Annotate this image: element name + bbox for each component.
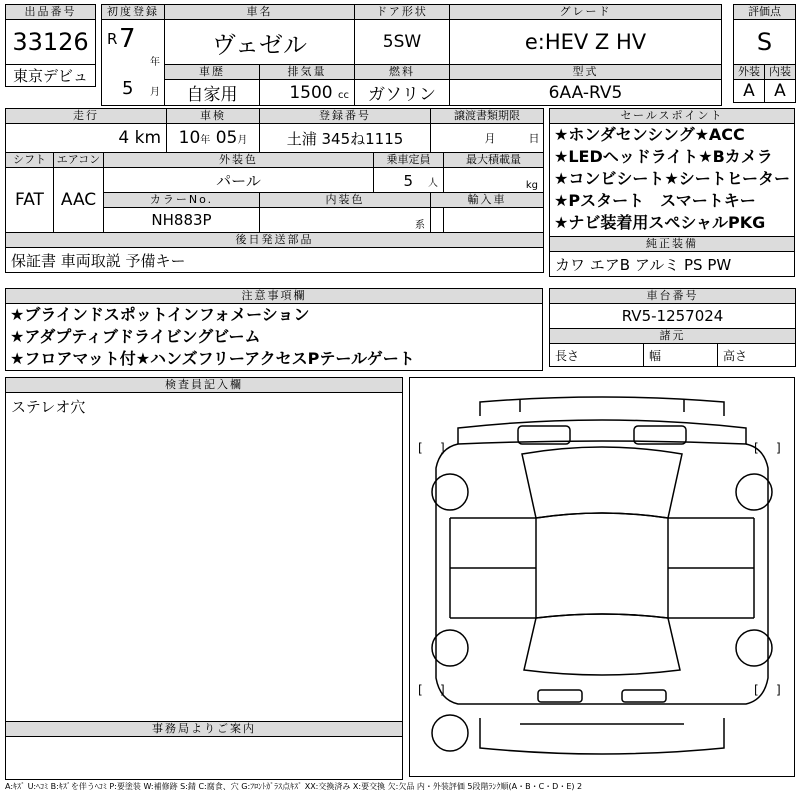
aircon-header: エアコン [54,153,104,168]
mileage-cell [6,124,167,153]
hood [458,420,746,444]
front-bumper [480,397,724,416]
selling-points-table [549,108,795,277]
selling-point-3: ★コンビシート★シートヒーター [554,169,791,188]
model-code: 6AA-RV5 [450,80,722,106]
wheel-rear-left [432,630,468,666]
shift: FAT [6,168,54,233]
front-bumper-inner [520,400,684,412]
fuel: ガソリン [355,80,450,106]
bracket-right-bottom: [ [754,683,759,697]
import-cell-b [444,208,544,233]
chassis-number: RV5-1257024 [550,304,796,329]
caution-table [5,288,543,371]
bracket-left-top: [ [418,441,423,455]
wheel-rear-right [736,630,772,666]
grade-header: グレード [450,5,722,20]
mileage-header: 走行 [6,109,167,124]
capacity-unit: 人 [428,177,439,189]
damage-legend: A:ｷｽﾞ U:ﾍｺﾐ B:ｷｽﾞを伴うﾍｺﾐ P:要塗装 W:補修跡 S:錆 C:腐食、穴 G:ﾌﾛﾝﾄｶﾞﾗｽ点ｷｽﾞ XX:交換済み X:要交換 欠:欠品 内・外装評価 5段階ﾗﾝｸ順(A・B・C・D・E) 2 [5,782,583,791]
caution-header: 注意事項欄 [6,289,543,304]
rear-window [524,614,680,675]
caution-line-1: ★ブラインドスポットインフォメーション [10,305,310,324]
grade: e:HEV Z HV [450,20,722,65]
roof [536,513,668,618]
chassis-table [549,288,796,367]
selling-point-1: ★ホンダセンシング★ACC [554,125,745,144]
lot-number-table [5,4,96,87]
late-parts: 保証書 車両取説 予備キー [6,248,544,273]
rating-table [733,4,796,103]
shift-header: シフト [6,153,54,168]
history-header: 車歴 [165,65,260,80]
wheel-front-right [736,474,772,510]
spare-wheel [432,715,468,751]
wheel-front-left [432,474,468,510]
bracket-right-bottom-close: ] [776,683,781,697]
displacement-cell [260,80,355,106]
rating-header: 評価点 [734,5,796,20]
genuine-header: 純正装備 [550,237,795,252]
dim-height: 高さ [718,344,796,367]
selling-points-cell [550,124,795,237]
max-load-header: 最大積載量 [444,153,544,168]
selling-points-header: セールスポイント [550,109,795,124]
transfer-month: 月 [484,132,496,145]
shaken-year-unit: 年 [200,135,211,146]
shaken-cell [167,124,260,153]
bracket-left-top-close: ] [440,441,445,455]
model-code-header: 型式 [450,65,722,80]
first-reg-cell [102,20,165,106]
rating-interior: A [765,80,796,103]
shaken-year: 10 [178,128,201,148]
tail-light-right [622,690,666,702]
tail-light-left [538,690,582,702]
inspector-header: 検査員記入欄 [6,378,403,393]
bracket-left-bottom: [ [418,683,423,697]
ext-color: パール [104,168,374,193]
int-color-unit: 系 [414,220,425,231]
capacity-value: 5 [403,171,414,190]
history: 自家用 [165,80,260,106]
caution-line-2: ★アダプティブドライビングビーム [10,327,261,346]
rating-overall: S [734,20,796,65]
inspector-table [5,377,403,780]
max-load-unit: kg [525,180,539,191]
dim-width: 幅 [644,344,718,367]
bracket-right-top-close: ] [776,441,781,455]
dimensions-header: 諸元 [550,329,796,344]
import-header: 輸入車 [431,193,544,208]
first-reg-year: 7 [119,24,136,54]
interior-header: 内装 [765,65,796,80]
transfer-header: 譲渡書類期限 [431,109,544,124]
reg-no: 土浦 345ね1115 [260,124,431,153]
transfer-day: 日 [528,132,540,145]
lot-number-header: 出品番号 [6,5,96,20]
inspector-note: ステレオ穴 [6,393,403,722]
mileage-value: 4 [118,128,130,148]
color-no: NH883P [104,208,260,233]
selling-point-4: ★Pスタート スマートキー [554,191,756,210]
office-cell [6,737,403,780]
max-load-cell [444,168,544,193]
vehicle-header-table [101,4,722,106]
door-header: ドア形状 [355,5,450,20]
capacity-cell [374,168,444,193]
lot-number: 33126 [6,20,96,65]
capacity-header: 乗車定員 [374,153,444,168]
car-name-header: 車名 [165,5,355,20]
reg-no-header: 登録番号 [260,109,431,124]
caution-line-3: ★フロアマット付★ハンズフリーアクセスPテールゲート [10,349,415,368]
int-color-header: 内装色 [260,193,431,208]
displacement-header: 排気量 [260,65,355,80]
first-reg-month: 5 [122,78,134,99]
fuel-header: 燃料 [355,65,450,80]
color-no-header: カラーNo. [104,193,260,208]
bracket-right-top: [ [754,441,759,455]
selling-point-5: ★ナビ装着用スペシャルPKG [554,213,766,232]
bracket-left-bottom-close: ] [440,683,445,697]
first-reg-header: 初度登録 [102,5,165,20]
chassis-header: 車台番号 [550,289,796,304]
detail-table [5,108,544,273]
ext-color-header: 外装色 [104,153,374,168]
body-outline [436,444,768,704]
genuine-equipment: カワ エアB アルミ PS PW [550,252,795,277]
caution-cell [6,304,543,371]
windshield [522,447,682,518]
dim-length: 長さ [550,344,644,367]
office-header: 事務局よりご案内 [6,722,403,737]
shaken-month-unit: 月 [237,135,248,146]
selling-point-2: ★LEDヘッドライト★Bカメラ [554,147,773,166]
transfer-cell [431,124,544,153]
shaken-header: 車検 [167,109,260,124]
rating-exterior: A [734,80,765,103]
int-color-cell [260,208,431,233]
first-reg-year-unit: 年 [150,57,160,68]
displacement-value: 1500 [289,82,333,103]
mileage-unit: km [134,128,161,148]
door-shape: 5SW [355,20,450,65]
displacement-unit: cc [338,89,349,101]
import-cell-a [431,208,444,233]
lot-note: 東京デビュ [6,65,96,87]
car-name: ヴェゼル [165,20,355,65]
first-reg-era: R [107,30,118,48]
late-parts-header: 後日発送部品 [6,233,544,248]
first-reg-month-unit: 月 [150,87,160,98]
car-diagram [410,378,794,776]
exterior-header: 外装 [734,65,765,80]
shaken-month: 05 [215,128,238,148]
aircon: AAC [54,168,104,233]
